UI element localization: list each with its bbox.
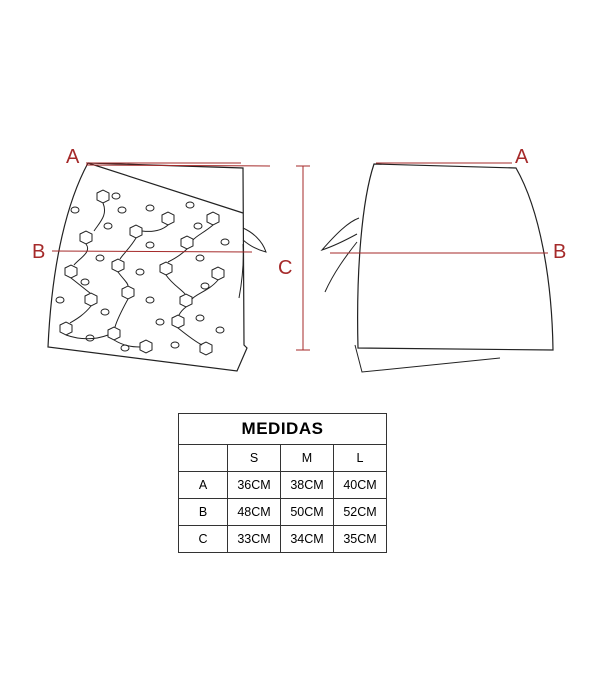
- table-row: [179, 472, 387, 499]
- row-label-a: A: [179, 472, 228, 499]
- dimension-label-a-front: A: [66, 146, 80, 168]
- measure-cell: 35CM: [334, 526, 387, 553]
- measure-cell: 48CM: [228, 499, 281, 526]
- size-header-l: L: [334, 445, 387, 472]
- measure-cell: 33CM: [228, 526, 281, 553]
- dimension-label-b-back: B: [553, 241, 567, 263]
- table-row: [179, 526, 387, 553]
- front-skirt-view: [48, 163, 266, 371]
- dimension-label-a-back: A: [515, 146, 529, 168]
- table-row: [179, 499, 387, 526]
- row-label-b: B: [179, 499, 228, 526]
- size-header-s: S: [228, 445, 281, 472]
- measure-cell: 36CM: [228, 472, 281, 499]
- table-corner-cell: [179, 445, 228, 472]
- size-header-m: M: [281, 445, 334, 472]
- dimension-label-b-front: B: [32, 241, 46, 263]
- size-chart-table: [178, 413, 387, 553]
- dimension-label-c: C: [278, 257, 293, 279]
- measure-cell: 34CM: [281, 526, 334, 553]
- back-skirt-outline: [358, 164, 553, 350]
- back-side-tie: [322, 218, 359, 292]
- measure-cell: 40CM: [334, 472, 387, 499]
- row-label-c: C: [179, 526, 228, 553]
- measure-cell: 38CM: [281, 472, 334, 499]
- table-title: MEDIDAS: [179, 414, 387, 445]
- measure-cell: 52CM: [334, 499, 387, 526]
- measure-cell: 50CM: [281, 499, 334, 526]
- back-skirt-view: [322, 164, 553, 372]
